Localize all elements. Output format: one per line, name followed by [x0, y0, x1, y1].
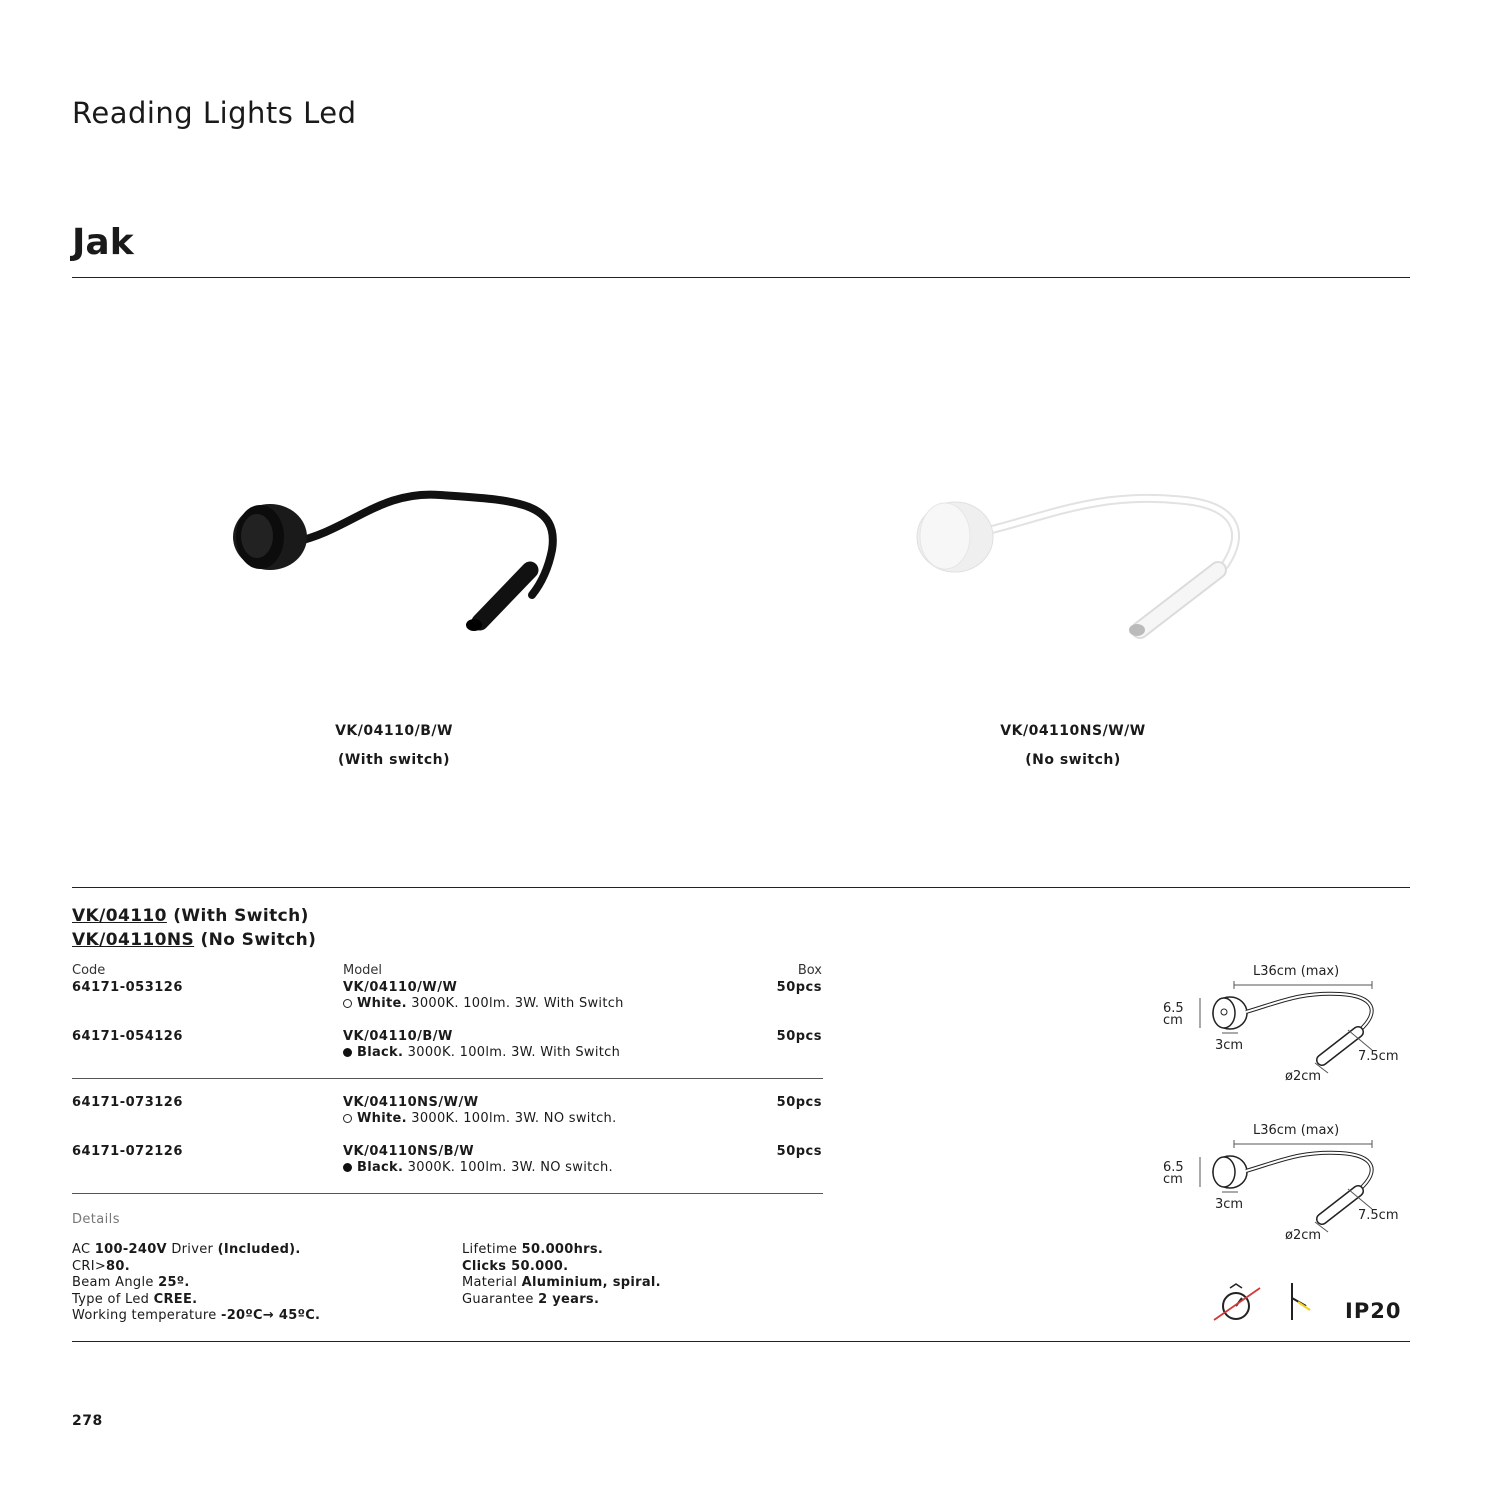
column-header-code: Code	[72, 963, 106, 978]
page-number: 278	[72, 1413, 103, 1429]
spec-line: Clicks 50.000.	[462, 1258, 569, 1274]
family-label: (No Switch)	[200, 930, 317, 950]
product-caption-note: (No switch)	[1025, 752, 1121, 768]
family-label: (With Switch)	[173, 906, 309, 926]
dim-height: 6.5	[1163, 1001, 1184, 1016]
spec-line: Material Aluminium, spiral.	[462, 1275, 661, 1290]
row-code: 64171-053126	[72, 980, 183, 995]
ip-rating: IP20	[1345, 1299, 1402, 1323]
product-caption-model: VK/04110NS/W/W	[1000, 723, 1146, 739]
dimension-diagram	[1150, 1119, 1420, 1249]
table-divider	[72, 1193, 823, 1194]
product-title: Jak	[72, 222, 134, 263]
dim-height: 6.5	[1163, 1160, 1184, 1175]
dim-diameter: ø2cm	[1285, 1228, 1322, 1243]
black-color-dot-icon	[343, 1048, 352, 1057]
row-box: 50pcs	[776, 1029, 822, 1044]
table-divider	[72, 1078, 823, 1079]
spec-line: Type of Led CREE.	[72, 1291, 198, 1307]
product-caption-model: VK/04110/B/W	[335, 723, 453, 739]
column-header-model: Model	[343, 963, 383, 978]
dim-diameter: ø2cm	[1285, 1069, 1322, 1084]
section-title: Reading Lights Led	[72, 96, 357, 130]
dim-height-unit: cm	[1163, 1013, 1183, 1028]
dim-length: L36cm (max)	[1253, 964, 1340, 979]
dimension-diagram	[1150, 960, 1420, 1090]
row-model: VK/04110NS/W/W	[343, 1095, 479, 1110]
header-divider	[72, 277, 1410, 278]
details-label: Details	[72, 1212, 120, 1227]
dim-head-length: 7.5cm	[1358, 1049, 1399, 1064]
product-caption-note: (With switch)	[337, 752, 451, 768]
dim-base: 3cm	[1215, 1038, 1244, 1053]
spec-line: Working temperature -20ºC→ 45ºC.	[72, 1308, 321, 1323]
details-col-2	[462, 1242, 661, 1308]
row-box: 50pcs	[776, 980, 822, 995]
black-reading-light-image	[210, 470, 580, 650]
row-description: Black. 3000K. 100lm. 3W. NO switch.	[343, 1160, 613, 1175]
row-description: White. 3000K. 100lm. 3W. With Switch	[343, 996, 624, 1011]
spec-line: AC 100-240V Driver (Included).	[72, 1242, 301, 1257]
family-code-link[interactable]: VK/04110	[72, 906, 167, 926]
spec-line: Beam Angle 25º.	[72, 1275, 190, 1290]
dim-height-unit: cm	[1163, 1172, 1183, 1187]
spec-line: Lifetime 50.000hrs.	[462, 1242, 604, 1257]
row-code: 64171-072126	[72, 1144, 183, 1159]
family-line	[72, 906, 309, 926]
row-code: 64171-054126	[72, 1029, 183, 1044]
row-code: 64171-073126	[72, 1095, 183, 1110]
black-color-dot-icon	[343, 1163, 352, 1172]
footer-divider	[72, 1341, 1410, 1342]
spec-line: CRI>80.	[72, 1258, 130, 1274]
white-color-dot-icon	[343, 999, 352, 1008]
row-model: VK/04110/W/W	[343, 980, 458, 995]
white-color-dot-icon	[343, 1114, 352, 1123]
details-col-1	[72, 1242, 320, 1325]
wall-mount-icon	[1280, 1280, 1320, 1324]
row-box: 50pcs	[776, 1144, 822, 1159]
row-model: VK/04110/B/W	[343, 1029, 453, 1044]
row-model: VK/04110NS/B/W	[343, 1144, 475, 1159]
spec-divider	[72, 887, 1410, 888]
dimmable-crossed-icon	[1210, 1282, 1266, 1324]
row-description: White. 3000K. 100lm. 3W. NO switch.	[343, 1111, 617, 1126]
dim-length: L36cm (max)	[1253, 1123, 1340, 1138]
family-code-link[interactable]: VK/04110NS	[72, 930, 195, 950]
row-description: Black. 3000K. 100lm. 3W. With Switch	[343, 1045, 620, 1060]
column-header-box: Box	[797, 963, 822, 978]
dim-head-length: 7.5cm	[1358, 1208, 1399, 1223]
spec-line: Guarantee 2 years.	[462, 1291, 600, 1307]
dim-base: 3cm	[1215, 1197, 1244, 1212]
white-reading-light-image	[900, 470, 1270, 660]
row-box: 50pcs	[776, 1095, 822, 1110]
family-line	[72, 930, 316, 950]
